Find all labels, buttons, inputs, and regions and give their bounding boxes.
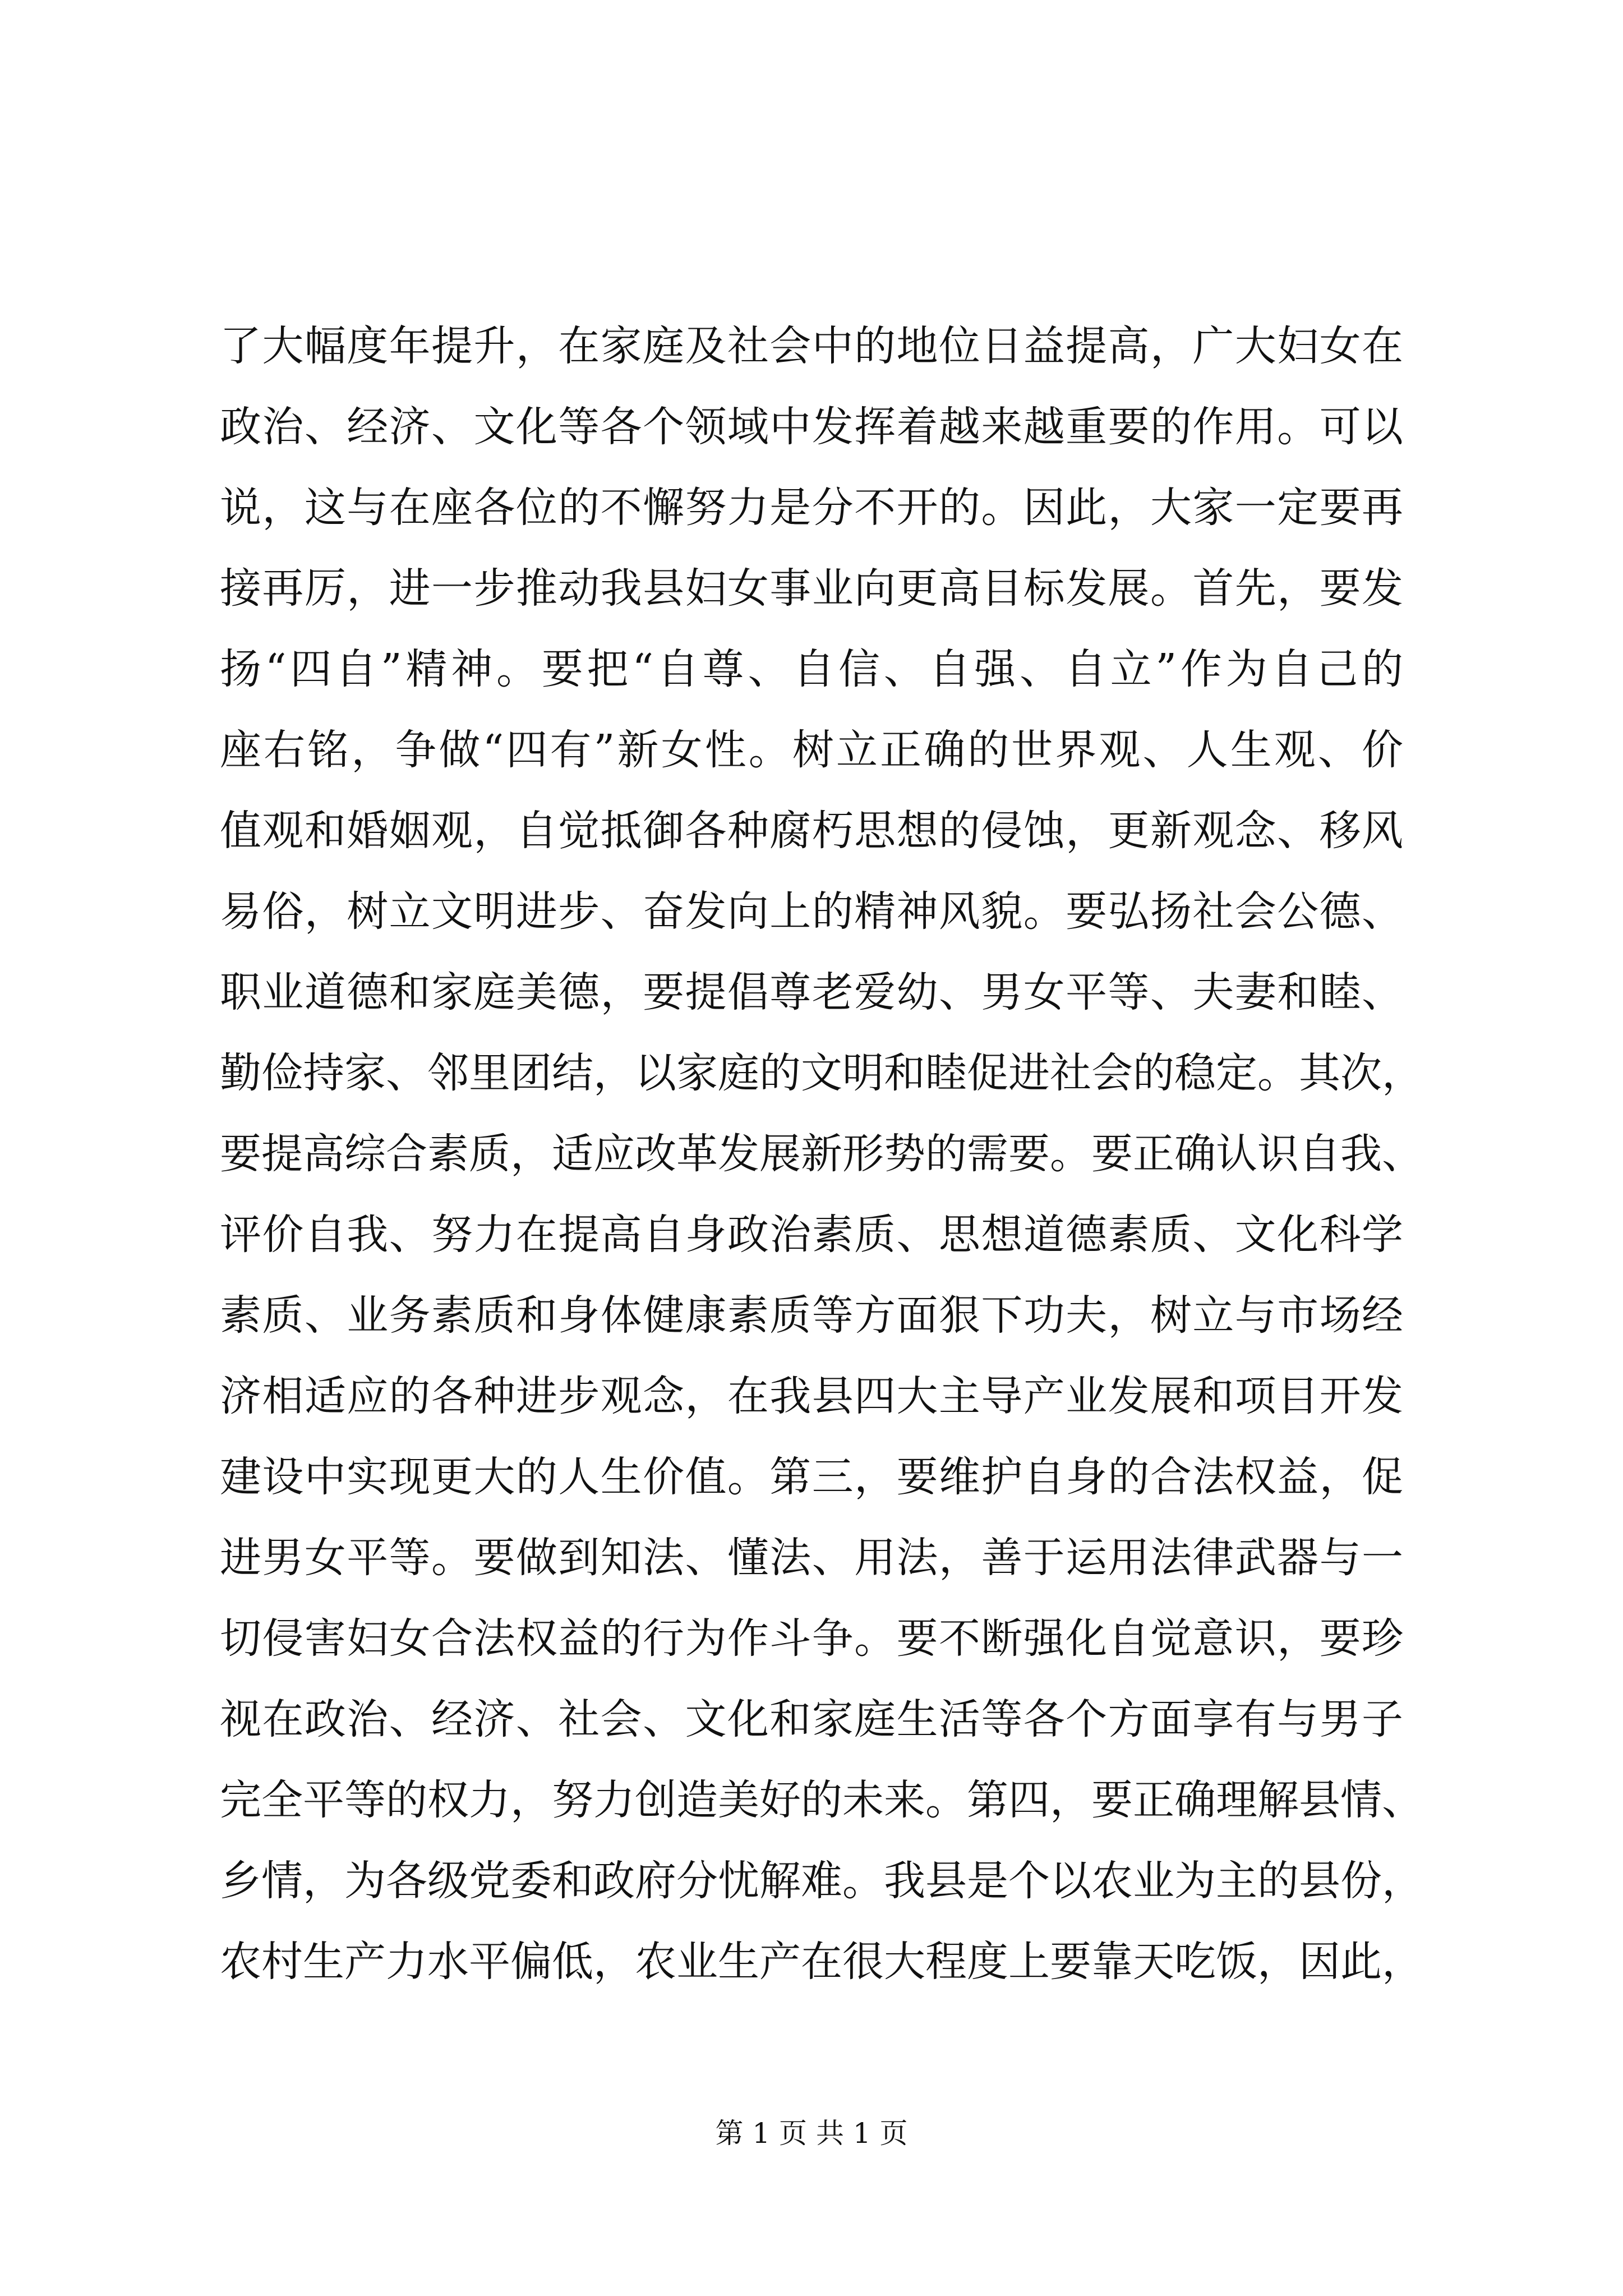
text-line: 乡情，为各级党委和政府分忧解难。我县是个以农业为主的县份，: [220, 1857, 1423, 1905]
text-line: 政治、经济、文化等各个领域中发挥着越来越重要的作用。可以: [220, 403, 1403, 451]
text-line: 值观和婚姻观，自觉抵御各种腐朽思想的侵蚀，更新观念、移风: [220, 807, 1403, 855]
text-line: 职业道德和家庭美德，要提倡尊老爱幼、男女平等、夫妻和睦、: [220, 968, 1403, 1016]
text-line: 切侵害妇女合法权益的行为作斗争。要不断强化自觉意识，要珍: [220, 1614, 1403, 1663]
text-line: 素质、业务素质和身体健康素质等方面狠下功夫，树立与市场经: [220, 1291, 1403, 1340]
text-line: 扬“四自”精神。要把“自尊、自信、自强、自立”作为自己的: [220, 645, 1403, 693]
text-line: 评价自我、努力在提高自身政治素质、思想道德素质、文化科学: [220, 1211, 1403, 1259]
body-text: [220, 306, 1423, 2002]
text-line: 说，这与在座各位的不懈努力是分不开的。因此，大家一定要再: [220, 484, 1403, 532]
text-line: 易俗，树立文明进步、奋发向上的精神风貌。要弘扬社会公德、: [220, 887, 1403, 936]
text-line: 接再厉，进一步推动我县妇女事业向更高目标发展。首先，要发: [220, 564, 1403, 613]
text-line: 完全平等的权力，努力创造美好的未来。第四，要正确理解县情、: [220, 1776, 1423, 1824]
text-line: 济相适应的各种进步观念，在我县四大主导产业发展和项目开发: [220, 1372, 1403, 1420]
text-line: 建设中实现更大的人生价值。第三，要维护自身的合法权益，促: [220, 1453, 1403, 1501]
text-line: 勤俭持家、邻里团结，以家庭的文明和睦促进社会的稳定。其次，: [220, 1049, 1423, 1097]
text-line: 进男女平等。要做到知法、懂法、用法，善于运用法律武器与一: [220, 1534, 1403, 1582]
text-line: 要提高综合素质，适应改革发展新形势的需要。要正确认识自我、: [220, 1130, 1423, 1178]
text-line: 座右铭，争做“四有”新女性。树立正确的世界观、人生观、价: [220, 726, 1403, 774]
text-line: 了大幅度年提升，在家庭及社会中的地位日益提高，广大妇女在: [220, 322, 1403, 370]
text-line: 视在政治、经济、社会、文化和家庭生活等各个方面享有与男子: [220, 1695, 1403, 1743]
text-line: 农村生产力水平偏低，农业生产在很大程度上要靠天吃饭，因此，: [220, 1938, 1423, 1986]
page-footer: 第 1 页 共 1 页: [715, 2117, 908, 2150]
